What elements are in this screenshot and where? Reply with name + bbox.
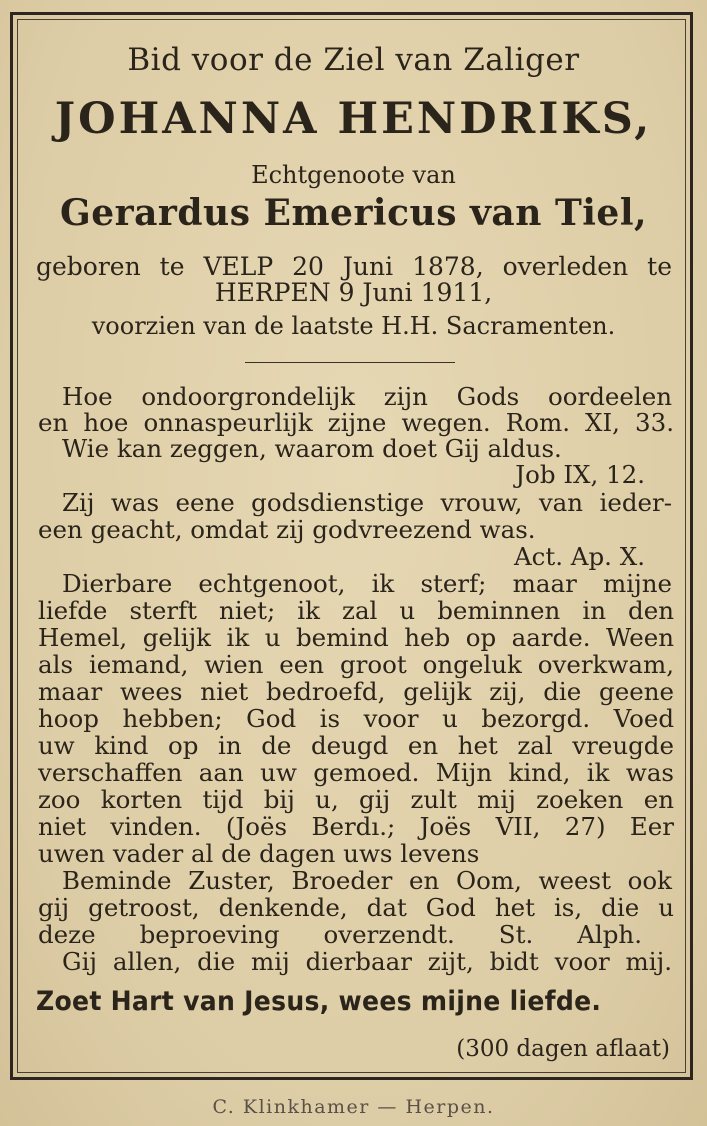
text-line: verschaffen aan uw gemoed. Mijn kind, ik was (38, 758, 674, 787)
text-line: Dierbare echtgenoot, ik sterf; maar mijne (62, 569, 672, 598)
text-line: maar wees niet bedroefd, gelijk zij, die geene (38, 677, 674, 706)
divider-rule (245, 362, 455, 363)
text-line: Zij was eene godsdienstige vrouw, van ieder- (62, 488, 672, 517)
spouse-name: Gerardus Emericus van Tiel, (59, 192, 648, 234)
birth-death-line-2: HERPEN 9 Juni 1911, (214, 278, 493, 307)
deceased-name: JOHANNA HENDRIKS, (54, 94, 653, 144)
citation: Job IX, 12. (515, 460, 645, 489)
text-line: Hemel, gelijk ik u bemind heb op aarde. Ween (38, 623, 674, 652)
sacraments-line: voorzien van de laatste H.H. Sacramenten. (91, 312, 616, 340)
text-line: hoop hebben; God is voor u bezorgd. Voed (38, 704, 674, 733)
relation-label: Echtgenoote van (251, 161, 456, 189)
text-line: zoo korten tijd bij u, gij zult mij zoeken en (38, 785, 674, 814)
indulgence-note: (300 dagen aflaat) (456, 1036, 670, 1062)
closing-invocation: Zoet Hart van Jesus, wees mijne liefde. (36, 986, 602, 1017)
text-line: deze beproeving overzendt. St. Alph. (38, 920, 642, 949)
text-line: Beminde Zuster, Broeder en Oom, weest ook (62, 866, 672, 895)
text-line: Gij allen, die mij dierbaar zijt, bidt voor mij. (62, 947, 672, 976)
citation: Act. Ap. X. (513, 542, 645, 571)
text-line: uw kind op in de deugd en het zal vreugde (38, 731, 674, 760)
printer-credit: C. Klinkhamer — Herpen. (212, 1096, 495, 1118)
text-line: als iemand, wien een groot ongeluk overkwam, (38, 650, 674, 679)
text-line: Wie kan zeggen, waarom doet Gij aldus. (62, 434, 562, 463)
text-line: niet vinden. (Joës Berdı.; Joës VII, 27) Eer (38, 812, 674, 841)
text-line: uwen vader al de dagen uws levens (38, 839, 480, 868)
text-line: een geacht, omdat zij godvreezend was. (38, 515, 536, 544)
prayer-heading: Bid voor de Ziel van Zaliger (127, 42, 580, 78)
text-line: Hoe ondoorgrondelijk zijn Gods oordeelen (62, 382, 672, 411)
text-line: gij getroost, denkende, dat God het is, die u (38, 893, 674, 922)
birth-death-line-1: geboren te VELP 20 Juni 1878, overleden te (36, 252, 672, 281)
text-line: en hoe onnaspeurlijk zijne wegen. Rom. XI, 33. (38, 408, 674, 437)
text-line: liefde sterft niet; ik zal u beminnen in den (38, 596, 674, 625)
